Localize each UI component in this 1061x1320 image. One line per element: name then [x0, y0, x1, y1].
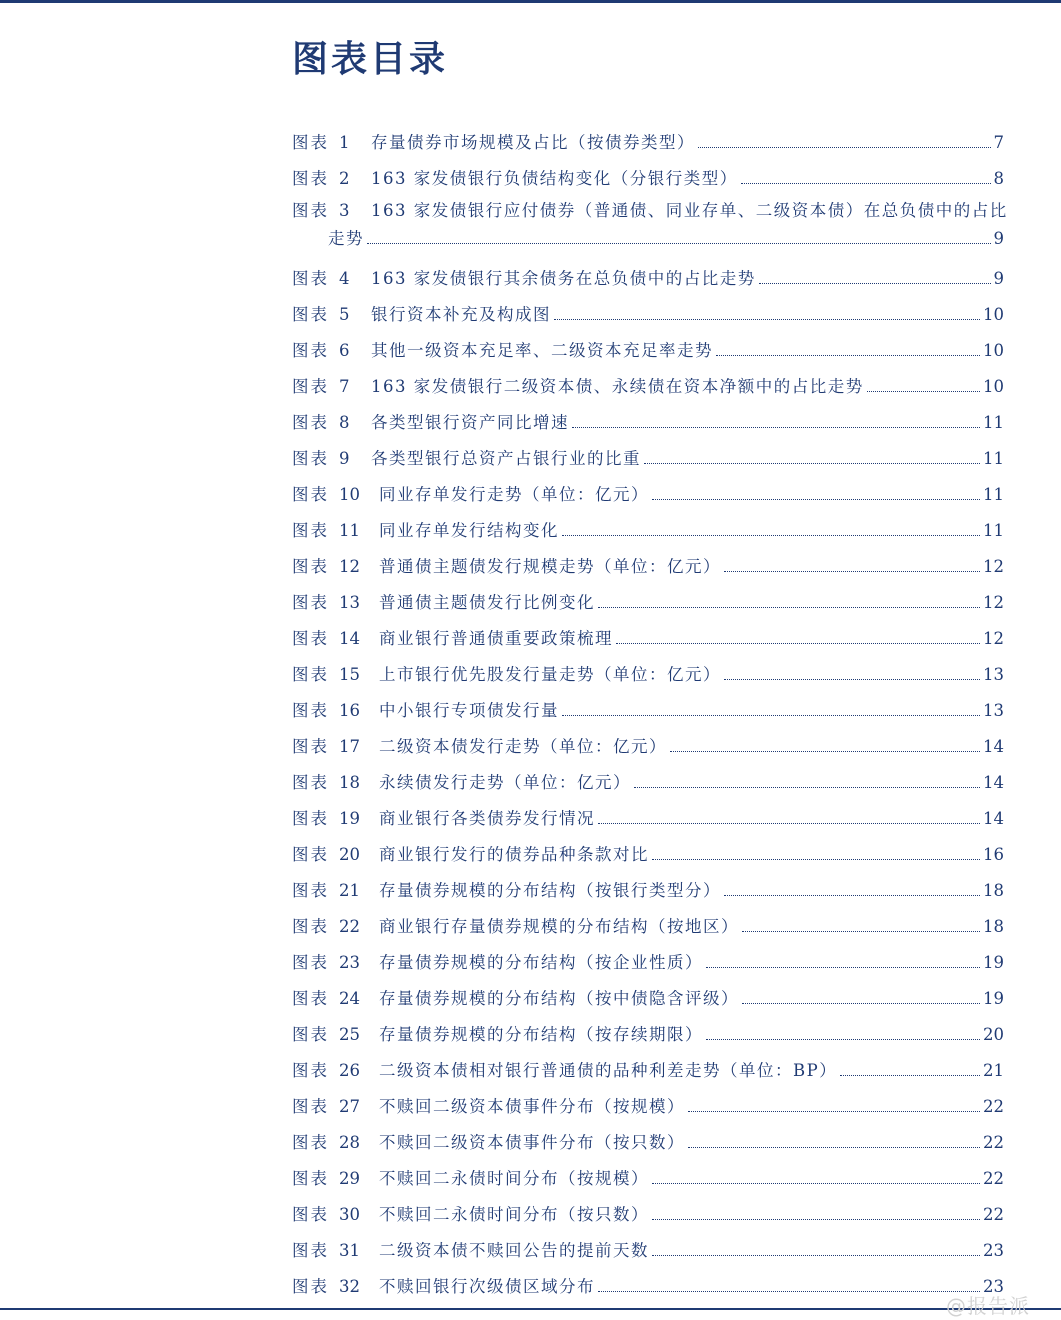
figure-label	[292, 1276, 369, 1298]
toc-entry[interactable]	[292, 542, 1004, 578]
figure-label-prefix: 图表	[292, 953, 329, 972]
page-number: 23	[983, 1241, 1004, 1260]
leader-dots	[724, 571, 980, 572]
leader-dots	[598, 1291, 980, 1292]
toc-entry[interactable]	[292, 614, 1004, 650]
page-number: 22	[983, 1097, 1004, 1116]
figure-label	[292, 132, 361, 154]
figure-title: 普通债主题债发行比例变化	[379, 593, 595, 612]
leader-dots	[367, 243, 991, 244]
toc-entry[interactable]	[292, 190, 1008, 254]
figure-label	[292, 340, 361, 362]
toc-entry[interactable]	[292, 1262, 1004, 1298]
figure-label	[292, 520, 369, 542]
page-number: 19	[983, 989, 1004, 1008]
leader-dots	[562, 535, 980, 536]
page-number: 10	[983, 377, 1004, 396]
page-number: 16	[983, 845, 1004, 864]
figure-label	[292, 1096, 369, 1118]
figure-title: 存量债券规模的分布结构（按银行类型分）	[379, 881, 721, 900]
leader-dots	[706, 967, 980, 968]
leader-dots	[742, 931, 980, 932]
page-number: 22	[983, 1205, 1004, 1224]
figure-title: 不赎回银行次级债区域分布	[379, 1277, 595, 1296]
figure-number: 2	[339, 169, 350, 188]
toc-entry[interactable]	[292, 154, 1004, 190]
figure-label-prefix: 图表	[292, 341, 329, 360]
figure-number: 32	[339, 1277, 360, 1296]
page-number: 11	[983, 521, 1004, 540]
toc-entry[interactable]	[292, 758, 1004, 794]
figure-number: 13	[339, 593, 360, 612]
figure-label	[292, 808, 369, 830]
figure-title: 存量债券规模的分布结构（按中债隐含评级）	[379, 989, 739, 1008]
leader-dots	[554, 319, 980, 320]
toc-entry[interactable]	[292, 578, 1004, 614]
figure-label-prefix: 图表	[292, 989, 329, 1008]
figure-number: 15	[339, 665, 360, 684]
figure-label-prefix: 图表	[292, 593, 329, 612]
page-number: 11	[983, 449, 1004, 468]
figure-label-prefix: 图表	[292, 269, 329, 288]
leader-dots	[616, 643, 980, 644]
figure-label-prefix: 图表	[292, 201, 329, 220]
figure-title: 不赎回二级资本债事件分布（按规模）	[379, 1097, 685, 1116]
figure-label	[292, 736, 369, 758]
figure-label	[292, 952, 369, 974]
figure-label-prefix: 图表	[292, 377, 329, 396]
toc-entry[interactable]	[292, 866, 1004, 902]
figure-label-prefix: 图表	[292, 629, 329, 648]
figure-label-prefix: 图表	[292, 809, 329, 828]
figure-title: 163 家发债银行二级资本债、永续债在资本净额中的占比走势	[371, 377, 864, 396]
figure-number: 12	[339, 557, 360, 576]
leader-dots	[706, 1039, 980, 1040]
figure-number: 26	[339, 1061, 360, 1080]
leader-dots	[572, 427, 980, 428]
figure-title: 存量债券规模的分布结构（按存续期限）	[379, 1025, 703, 1044]
figure-title: 银行资本补充及构成图	[371, 305, 551, 324]
page-number: 14	[983, 773, 1004, 792]
toc-entry[interactable]	[292, 434, 1004, 470]
figure-label-prefix: 图表	[292, 1133, 329, 1152]
toc-entry[interactable]	[292, 938, 1004, 974]
figure-number: 4	[339, 269, 350, 288]
figure-title: 存量债券规模的分布结构（按企业性质）	[379, 953, 703, 972]
page-title: 图表目录	[292, 39, 449, 80]
figure-title: 不赎回二永债时间分布（按规模）	[379, 1169, 649, 1188]
figure-title: 商业银行存量债券规模的分布结构（按地区）	[379, 917, 739, 936]
toc-entry[interactable]	[292, 1010, 1004, 1046]
leader-dots	[688, 1111, 980, 1112]
figure-number: 25	[339, 1025, 360, 1044]
figure-label	[292, 1204, 369, 1226]
figure-title: 其他一级资本充足率、二级资本充足率走势	[371, 341, 713, 360]
toc-entry[interactable]	[292, 326, 1004, 362]
figure-number: 3	[339, 201, 350, 220]
figure-label	[292, 1240, 369, 1262]
figure-number: 23	[339, 953, 360, 972]
figure-number: 16	[339, 701, 360, 720]
figure-label	[292, 448, 361, 470]
toc-entry[interactable]	[292, 1082, 1004, 1118]
figure-label-prefix: 图表	[292, 701, 329, 720]
leader-dots	[724, 895, 980, 896]
figure-label-prefix: 图表	[292, 305, 329, 324]
leader-dots	[652, 1255, 980, 1256]
toc-entry[interactable]	[292, 290, 1004, 326]
toc-entry[interactable]	[292, 1154, 1004, 1190]
figure-label-prefix: 图表	[292, 485, 329, 504]
figure-number: 7	[339, 377, 350, 396]
leader-dots	[724, 679, 980, 680]
figure-label-prefix: 图表	[292, 1097, 329, 1116]
figure-number: 28	[339, 1133, 360, 1152]
figure-title: 中小银行专项债发行量	[379, 701, 559, 720]
leader-dots	[741, 183, 991, 184]
figure-label-prefix: 图表	[292, 1061, 329, 1080]
figure-label-prefix: 图表	[292, 665, 329, 684]
toc-entry[interactable]	[292, 398, 1004, 434]
leader-dots	[598, 823, 980, 824]
page-number: 9	[993, 269, 1004, 288]
toc-entry[interactable]	[292, 650, 1004, 686]
top-rule	[0, 0, 1061, 3]
figure-title: 存量债券市场规模及占比（按债券类型）	[371, 133, 695, 152]
watermark: @报告派	[946, 1294, 1030, 1318]
figure-title: 不赎回二级资本债事件分布（按只数）	[379, 1133, 685, 1152]
figure-title: 各类型银行资产同比增速	[371, 413, 569, 432]
figure-title: 商业银行各类债券发行情况	[379, 809, 595, 828]
figure-label	[292, 268, 361, 290]
page-number: 10	[983, 305, 1004, 324]
figure-title: 同业存单发行走势（单位：亿元）	[379, 485, 649, 504]
figure-label	[292, 664, 369, 686]
leader-dots	[670, 751, 980, 752]
toc-entry[interactable]	[292, 506, 1004, 542]
figure-label-prefix: 图表	[292, 413, 329, 432]
leader-dots	[652, 1183, 980, 1184]
figure-label	[292, 200, 361, 222]
leader-dots	[652, 499, 980, 500]
page-number: 8	[993, 169, 1004, 188]
bottom-rule	[0, 1308, 1061, 1310]
figure-label	[292, 592, 369, 614]
figure-number: 29	[339, 1169, 360, 1188]
page-number: 18	[983, 881, 1004, 900]
page-number: 7	[993, 133, 1004, 152]
figure-label-prefix: 图表	[292, 917, 329, 936]
figure-label-prefix: 图表	[292, 169, 329, 188]
figure-title: 二级资本债发行走势（单位：亿元）	[379, 737, 667, 756]
figure-number: 30	[339, 1205, 360, 1224]
figure-label-prefix: 图表	[292, 449, 329, 468]
page-number: 12	[983, 557, 1004, 576]
figure-label	[292, 700, 369, 722]
page-number: 10	[983, 341, 1004, 360]
toc-entry[interactable]	[292, 1118, 1004, 1154]
toc-entry[interactable]	[292, 830, 1004, 866]
leader-dots	[652, 859, 980, 860]
leader-dots	[652, 1219, 980, 1220]
figure-title: 163 家发债银行负债结构变化（分银行类型）	[371, 169, 738, 188]
figure-label-prefix: 图表	[292, 773, 329, 792]
figure-number: 22	[339, 917, 360, 936]
figure-number: 14	[339, 629, 360, 648]
figure-title: 二级资本债相对银行普通债的品种利差走势（单位：BP）	[379, 1061, 838, 1080]
toc-entry[interactable]	[292, 1190, 1004, 1226]
figure-label	[292, 1060, 369, 1082]
figure-number: 27	[339, 1097, 360, 1116]
toc-entry[interactable]	[292, 362, 1004, 398]
leader-dots	[598, 607, 980, 608]
figure-label	[292, 168, 361, 190]
leader-dots	[742, 1003, 980, 1004]
toc-entry[interactable]	[292, 1226, 1004, 1262]
figure-label-prefix: 图表	[292, 881, 329, 900]
figure-label	[292, 556, 369, 578]
figure-number: 10	[339, 485, 360, 504]
figure-label	[292, 304, 361, 326]
figure-label-prefix: 图表	[292, 521, 329, 540]
page-number: 20	[983, 1025, 1004, 1044]
figure-label-prefix: 图表	[292, 557, 329, 576]
page-number: 12	[983, 629, 1004, 648]
figure-number: 31	[339, 1241, 360, 1260]
figure-title: 163 家发债银行应付债券（普通债、同业存单、二级资本债）在总负债中的占比	[371, 201, 1008, 220]
figure-label	[292, 1168, 369, 1190]
figure-title: 同业存单发行结构变化	[379, 521, 559, 540]
figure-label-prefix: 图表	[292, 1277, 329, 1296]
toc-entry[interactable]	[292, 1046, 1004, 1082]
figure-title: 普通债主题债发行规模走势（单位：亿元）	[379, 557, 721, 576]
figure-title: 不赎回二永债时间分布（按只数）	[379, 1205, 649, 1224]
figure-number: 1	[339, 133, 350, 152]
page-number: 21	[983, 1061, 1004, 1080]
page-number: 22	[983, 1133, 1004, 1152]
figure-label-prefix: 图表	[292, 1205, 329, 1224]
figure-number: 5	[339, 305, 350, 324]
figure-number: 17	[339, 737, 360, 756]
leader-dots	[634, 787, 980, 788]
page-number: 14	[983, 737, 1004, 756]
leader-dots	[716, 355, 980, 356]
page-number: 14	[983, 809, 1004, 828]
figure-title: 商业银行发行的债券品种条款对比	[379, 845, 649, 864]
figure-label	[292, 1024, 369, 1046]
leader-dots	[698, 147, 991, 148]
figure-label	[292, 484, 369, 506]
figure-label	[292, 412, 361, 434]
figure-title: 各类型银行总资产占银行业的比重	[371, 449, 641, 468]
figure-label	[292, 376, 361, 398]
figure-label-prefix: 图表	[292, 133, 329, 152]
figure-label	[292, 988, 369, 1010]
figure-number: 19	[339, 809, 360, 828]
page-number: 19	[983, 953, 1004, 972]
figure-number: 18	[339, 773, 360, 792]
figure-label	[292, 1132, 369, 1154]
figure-title: 永续债发行走势（单位：亿元）	[379, 773, 631, 792]
figure-label-prefix: 图表	[292, 1169, 329, 1188]
page-number: 11	[983, 413, 1004, 432]
leader-dots	[759, 283, 991, 284]
figure-label-prefix: 图表	[292, 1241, 329, 1260]
leader-dots	[562, 715, 980, 716]
page-number: 11	[983, 485, 1004, 504]
toc-entry[interactable]	[292, 974, 1004, 1010]
figure-label	[292, 844, 369, 866]
figure-title: 商业银行普通债重要政策梳理	[379, 629, 613, 648]
figure-number: 6	[339, 341, 350, 360]
figure-label	[292, 916, 369, 938]
page-number: 13	[983, 665, 1004, 684]
table-of-figures	[292, 118, 1008, 1298]
toc-entry[interactable]	[292, 794, 1004, 830]
figure-number: 20	[339, 845, 360, 864]
figure-label-prefix: 图表	[292, 737, 329, 756]
leader-dots	[644, 463, 980, 464]
toc-entry[interactable]	[292, 686, 1004, 722]
toc-entry[interactable]	[292, 470, 1004, 506]
figure-title-continued: 走势	[328, 229, 364, 248]
page-number: 13	[983, 701, 1004, 720]
figure-label-prefix: 图表	[292, 845, 329, 864]
toc-entry[interactable]	[292, 722, 1004, 758]
page-number: 18	[983, 917, 1004, 936]
figure-label	[292, 628, 369, 650]
page-number: 22	[983, 1169, 1004, 1188]
figure-number: 11	[339, 521, 360, 540]
figure-number: 8	[339, 413, 350, 432]
toc-entry[interactable]	[292, 254, 1004, 290]
page-number: 12	[983, 593, 1004, 612]
page-number: 9	[993, 229, 1004, 248]
toc-entry[interactable]	[292, 902, 1004, 938]
figure-title: 163 家发债银行其余债务在总负债中的占比走势	[371, 269, 756, 288]
leader-dots	[867, 391, 980, 392]
toc-entry[interactable]	[292, 118, 1004, 154]
figure-number: 21	[339, 881, 360, 900]
figure-title: 上市银行优先股发行量走势（单位：亿元）	[379, 665, 721, 684]
figure-label-prefix: 图表	[292, 1025, 329, 1044]
figure-label	[292, 772, 369, 794]
leader-dots	[688, 1147, 980, 1148]
figure-title: 二级资本债不赎回公告的提前天数	[379, 1241, 649, 1260]
figure-number: 9	[339, 449, 350, 468]
page-number: 23	[983, 1277, 1004, 1296]
figure-number: 24	[339, 989, 360, 1008]
figure-label	[292, 880, 369, 902]
leader-dots	[840, 1075, 980, 1076]
